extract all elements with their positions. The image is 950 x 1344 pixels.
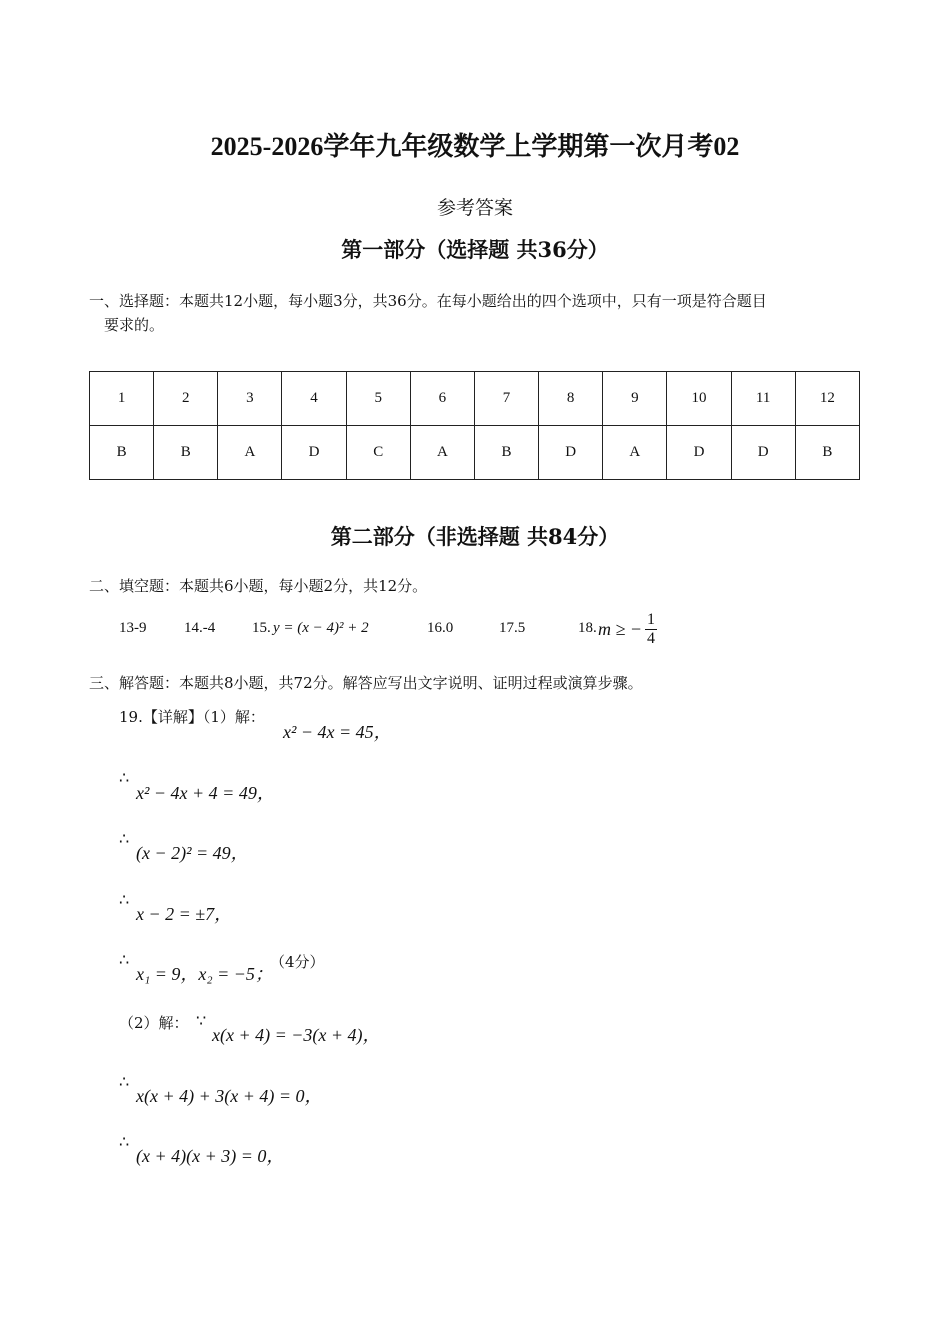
table-cell: D	[731, 426, 795, 480]
table-cell: B	[154, 426, 218, 480]
q19-step1: x² − 4x + 4 = 49，	[136, 783, 275, 803]
table-cell: B	[90, 426, 154, 480]
table-cell: 11	[731, 372, 795, 426]
table-cell: D	[667, 426, 731, 480]
table-cell: 8	[539, 372, 603, 426]
page-title: 2025-2026学年九年级数学上学期第一次月考02	[210, 132, 740, 161]
therefore-icon: ∴	[119, 890, 130, 909]
answer-table	[89, 371, 860, 480]
table-cell: D	[282, 426, 346, 480]
table-cell: 7	[474, 372, 538, 426]
fill-answer-18-expr: m ≥ −	[598, 619, 643, 639]
q19-intro: 19.【详解】（1）解：	[119, 708, 265, 726]
fraction-denominator: 4	[647, 630, 656, 647]
table-cell: 1	[90, 372, 154, 426]
table-cell: B	[795, 426, 859, 480]
part1-instruction-line1: 一、选择题：本题共12小题，每小题3分，共36分。在每小题给出的四个选项中，只有一项是符合题目	[89, 292, 767, 310]
because-icon: ∵	[196, 1011, 207, 1030]
table-cell: C	[346, 426, 410, 480]
therefore-icon: ∴	[119, 768, 130, 787]
table-cell: A	[218, 426, 282, 480]
q19-step4: x₁ = 9，x₂ = −5；	[136, 964, 273, 984]
part2-heading: 第二部分（非选择题 共84分）	[330, 524, 620, 549]
table-row-answers	[90, 426, 860, 480]
q19-step2: (x − 2)² = 49，	[136, 843, 249, 863]
table-cell: 6	[410, 372, 474, 426]
solve-instruction: 三、解答题：本题共8小题，共72分。解答应写出文字说明、证明过程或演算步骤。	[89, 674, 643, 692]
q19-step0: x² − 4x = 45，	[283, 722, 392, 742]
fill-answer-17: 17.5	[499, 620, 526, 636]
table-cell: 2	[154, 372, 218, 426]
fill-answer-13: 13-9	[119, 620, 147, 636]
q19-score: （4分）	[270, 953, 325, 971]
table-cell: B	[474, 426, 538, 480]
part1-heading: 第一部分（选择题 共36分）	[341, 237, 609, 262]
table-cell: A	[603, 426, 667, 480]
fill-answer-18-prefix: 18.	[578, 620, 597, 636]
table-cell: 12	[795, 372, 859, 426]
q19-part2-step0: x(x + 4) = −3(x + 4)，	[212, 1025, 381, 1045]
therefore-icon: ∴	[119, 950, 130, 969]
fill-answer-16: 16.0	[427, 620, 454, 636]
q19-step3: x − 2 = ±7，	[136, 904, 233, 924]
fraction-numerator: 1	[647, 611, 656, 628]
page-subtitle: 参考答案	[436, 197, 513, 219]
table-cell: D	[539, 426, 603, 480]
fill-instruction: 二、填空题：本题共6小题，每小题2分，共12分。	[89, 577, 428, 595]
therefore-icon: ∴	[119, 1132, 130, 1151]
q19-part2-step1: x(x + 4) + 3(x + 4) = 0，	[136, 1086, 323, 1106]
table-cell: 4	[282, 372, 346, 426]
q19-part2-intro: （2）解：	[119, 1014, 189, 1032]
part1-instruction-line2: 要求的。	[104, 316, 165, 334]
fill-answer-18	[598, 611, 657, 648]
table-row-numbers	[90, 372, 860, 426]
fill-answer-15-expr: y = (x − 4)² + 2	[273, 620, 369, 636]
fill-answer-14: 14.-4	[184, 620, 216, 636]
therefore-icon: ∴	[119, 1072, 130, 1091]
table-cell: 3	[218, 372, 282, 426]
table-cell: 9	[603, 372, 667, 426]
fraction	[645, 611, 657, 648]
table-cell: 10	[667, 372, 731, 426]
fill-answer-15-prefix: 15.	[252, 620, 271, 636]
therefore-icon: ∴	[119, 829, 130, 848]
q19-part2-step2: (x + 4)(x + 3) = 0，	[136, 1146, 285, 1166]
table-cell: A	[410, 426, 474, 480]
table-cell: 5	[346, 372, 410, 426]
